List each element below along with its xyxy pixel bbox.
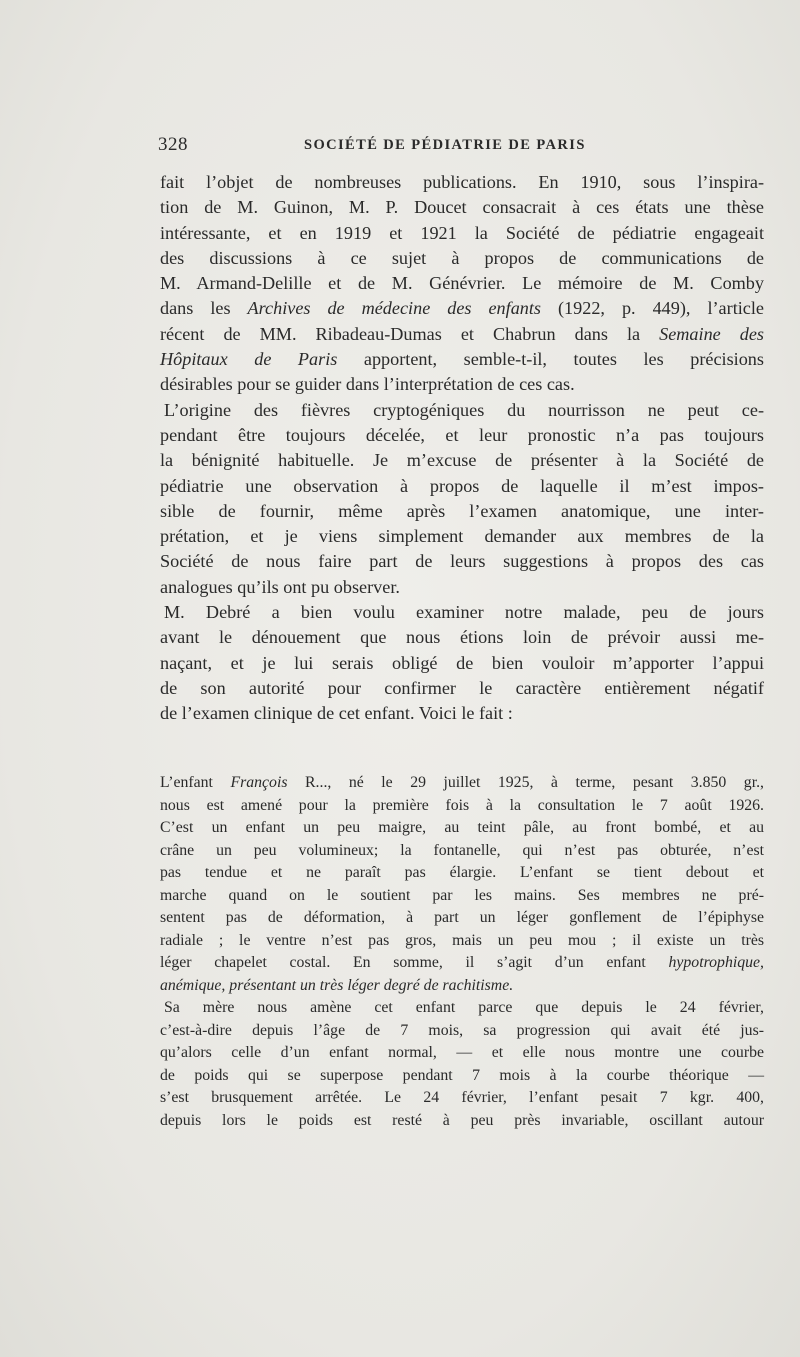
text-line: prétation, et je viens simplement demander aux membres de la [160,526,764,547]
page-header [158,134,758,158]
case-line: radiale ; le ventre n’est pas gros, mais un peu mou ; il existe un très [160,931,764,949]
case-line: nous est amené pour la première fois à la consultation le 7 août 1926. [160,796,764,814]
text-line: L’origine des fièvres cryptogéniques du nourrisson ne peut ce- [164,399,764,420]
case-line: c’est-à-dire depuis l’âge de 7 mois, sa progression qui avait été jus- [160,1021,764,1039]
text-line: sible de fournir, même après l’examen anatomique, une inter- [160,500,764,521]
case-line: anémique, présentant un très léger degré de rachitisme. [160,976,514,994]
text-line: intéressante, et en 1919 et 1921 la Société de pédiatrie engageait [160,222,764,243]
case-line: crâne un peu volumineux; la fontanelle, qui n’est pas obturée, n’est [160,841,764,859]
text-line: M. Debré a bien voulu examiner notre malade, peu de jours [164,602,764,623]
text-line: pendant être toujours décelée, et leur pronostic n’a pas toujours [160,424,764,445]
text-line: M. Armand-Delille et de M. Génévrier. Le mémoire de M. Comby [160,273,764,294]
main-text [160,170,764,727]
text-line: désirables pour se guider dans l’interprétation de ces cas. [160,374,575,395]
case-line: depuis lors le poids est resté à peu près invariable, oscillant autour [160,1111,764,1129]
text-line: récent de MM. Ribadeau-Dumas et Chabrun dans la Semaine des [160,323,765,344]
text-line: fait l’objet de nombreuses publications. En 1910, sous l’inspira- [160,172,764,192]
case-line: L’enfant François R..., né le 29 juillet 1925, à terme, pesant 3.850 gr., [160,774,764,791]
text-line: avant le dénouement que nous étions loin de prévoir aussi me- [160,627,764,648]
case-line: qu’alors celle d’un enfant normal, — et elle nous montre une courbe [160,1044,764,1061]
text-line: naçant, et je lui serais obligé de bien vouloir m’apporter l’appui [160,652,764,673]
running-head: SOCIÉTÉ DE PÉDIATRIE DE PARIS [304,137,586,153]
text-line: de l’examen clinique de cet enfant. Voici le fait : [160,703,513,724]
text-line: tion de M. Guinon, M. P. Doucet consacrait à ces états une thèse [160,197,764,218]
case-line: sentent pas de déformation, à part un léger gonflement de l’épiphyse [160,909,764,926]
text-line: Hôpitaux de Paris apportent, semble-t-il, toutes les précisions [160,349,764,370]
text-line: Société de nous faire part de leurs suggestions à propos des cas [160,551,764,572]
case-line: léger chapelet costal. En somme, il s’agit d’un enfant hypotrophique, [160,954,764,971]
text-line: des discussions à ce sujet à propos de communications de [160,247,764,268]
text-line: analogues qu’ils ont pu observer. [160,576,400,597]
case-line: de poids qui se superpose pendant 7 mois à la courbe théorique — [160,1066,764,1084]
case-line: pas tendue et ne paraît pas élargie. L’enfant se tient debout et [160,864,764,881]
page-number: 328 [158,134,188,155]
case-line: s’est brusquement arrêtée. Le 24 février, l’enfant pesait 7 kgr. 400, [160,1089,764,1106]
case-line: marche quand on le soutient par les mains. Ses membres ne pré- [160,886,764,904]
text-line: de son autorité pour confirmer le caractère entièrement négatif [160,677,764,698]
case-line: Sa mère nous amène cet enfant parce que depuis le 24 février, [164,999,764,1016]
case-line: C’est un enfant un peu maigre, au teint pâle, au front bombé, et au [160,819,764,836]
text-line: pédiatrie une observation à propos de laquelle il m’est impos- [160,475,764,496]
case-observation [160,772,764,1132]
text-line: la bénignité habituelle. Je m’excuse de présenter à la Société de [160,450,764,471]
text-line: dans les Archives de médecine des enfants (1922, p. 449), l’article [160,298,764,319]
